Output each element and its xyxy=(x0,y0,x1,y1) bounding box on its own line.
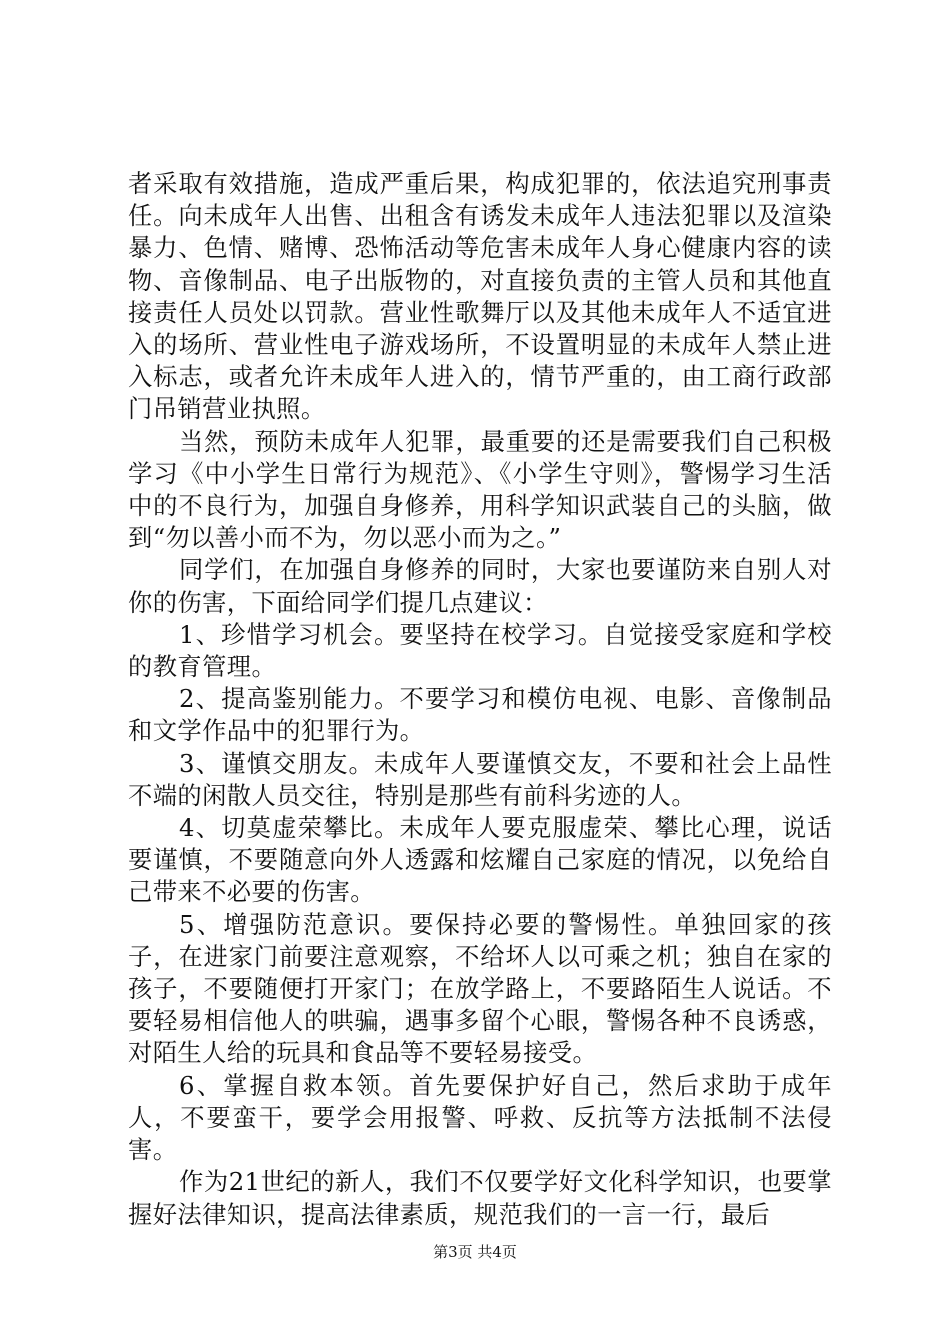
list-item-6: 6、掌握自救本领。首先要保护好自己，然后求助于成年人，不要蛮干，要学会用报警、呼救、反抗等方法抵制不法侵害。 xyxy=(128,1070,832,1165)
paragraph-1: 者采取有效措施，造成严重后果，构成犯罪的，依法追究刑事责任。向未成年人出售、出租含有诱发未成年人违法犯罪以及渲染暴力、色情、赌博、恐怖活动等危害未成年人身心健康内容的读物、音像制品、电子出版物的，对直接负责的主管人员和其他直接责任人员处以罚款。营业性歌舞厅以及其他未成年人不适宜进入的场所、营业性电子游戏场所，不设置明显的未成年人禁止进入标志，或者允许未成年人进入的，情节严重的，由工商行政部门吊销营业执照。 xyxy=(128,169,832,424)
list-item-3: 3、谨慎交朋友。未成年人要谨慎交友，不要和社会上品性不端的闲散人员交往，特别是那些有前科劣迹的人。 xyxy=(128,748,832,810)
page-footer xyxy=(0,1242,950,1262)
paragraph-2: 当然，预防未成年人犯罪，最重要的还是需要我们自己积极学习《中小学生日常行为规范》、《小学生守则》，警惕学习生活中的不良行为，加强自身修养，用科学知识武装自己的头脑，做到“勿以善小而不为，勿以恶小而为之。” xyxy=(128,426,832,553)
list-item-4: 4、切莫虚荣攀比。未成年人要克服虚荣、攀比心理，说话要谨慎，不要随意向外人透露和炫耀自己家庭的情况，以免给自己带来不必要的伤害。 xyxy=(128,813,832,907)
page-total: 共4页 xyxy=(477,1243,517,1261)
list-item-2: 2、提高鉴别能力。不要学习和模仿电视、电影、音像制品和文学作品中的犯罪行为。 xyxy=(128,684,832,746)
paragraph-closing: 作为21世纪的新人，我们不仅要学好文化科学知识，也要掌握好法律知识，提高法律素质，规范我们的一言一行，最后 xyxy=(128,1167,832,1229)
paragraph-3: 同学们，在加强自身修养的同时，大家也要谨防来自别人对你的伤害，下面给同学们提几点建议： xyxy=(128,555,832,617)
list-item-1: 1、珍惜学习机会。要坚持在校学习。自觉接受家庭和学校的教育管理。 xyxy=(128,619,832,682)
document-body xyxy=(128,168,832,1231)
page-number: 第3页 xyxy=(433,1243,473,1261)
list-item-5: 5、增强防范意识。要保持必要的警惕性。单独回家的孩子，在进家门前要注意观察，不给坏人以可乘之机；独自在家的孩子，不要随便打开家门；在放学路上，不要路陌生人说话。不要轻易相信他人的哄骗，遇事多留个心眼，警惕各种不良诱惑，对陌生人给的玩具和食品等不要轻易接受。 xyxy=(128,909,832,1068)
